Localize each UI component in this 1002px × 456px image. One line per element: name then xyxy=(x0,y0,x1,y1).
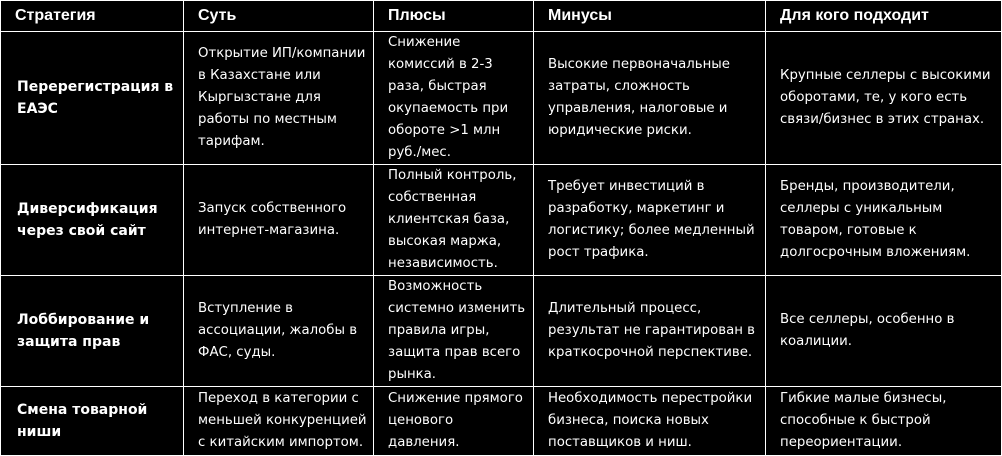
table-row xyxy=(1,32,1002,165)
header-essence: Суть xyxy=(184,1,374,32)
cons-cell: Необходимость перестройки бизнеса, поиска новых поставщиков и ниш. xyxy=(534,387,766,456)
pros-cell: Полный контроль, собственная клиентская база, высокая маржа, независимость. xyxy=(374,165,534,276)
audience-cell: Крупные селлеры с высокими оборотами, те, у кого есть связи/бизнес в этих странах. xyxy=(766,32,1002,165)
cons-cell: Высокие первоначальные затраты, сложность управления, налоговые и юридические риски. xyxy=(534,32,766,165)
strategy-cell: Лоббирование и защита прав xyxy=(1,276,184,387)
strategy-cell: Смена товарной ниши xyxy=(1,387,184,456)
audience-cell: Бренды, производители, селлеры с уникальным товаром, готовые к долгосрочным вложениям. xyxy=(766,165,1002,276)
header-audience: Для кого подходит xyxy=(766,1,1002,32)
essence-cell: Открытие ИП/компании в Казахстане или Кыргызстане для работы по местным тарифам. xyxy=(184,32,374,165)
cons-cell: Длительный процесс, результат не гарантирован в краткосрочной перспективе. xyxy=(534,276,766,387)
cons-cell: Требует инвестиций в разработку, маркетинг и логистику; более медленный рост трафика. xyxy=(534,165,766,276)
audience-cell: Гибкие малые бизнесы, способные к быстрой переориентации. xyxy=(766,387,1002,456)
pros-cell: Снижение комиссий в 2-3 раза, быстрая окупаемость при обороте >1 млн руб./мес. xyxy=(374,32,534,165)
table-row xyxy=(1,165,1002,276)
pros-cell: Возможность системно изменить правила игры, защита прав всего рынка. xyxy=(374,276,534,387)
table-row xyxy=(1,387,1002,456)
audience-cell: Все селлеры, особенно в коалиции. xyxy=(766,276,1002,387)
table-row xyxy=(1,276,1002,387)
table-header-row xyxy=(1,1,1002,32)
strategy-cell: Диверсификация через свой сайт xyxy=(1,165,184,276)
header-cons: Минусы xyxy=(534,1,766,32)
essence-cell: Запуск собственного интернет-магазина. xyxy=(184,165,374,276)
strategy-cell: Перерегистрация в ЕАЭС xyxy=(1,32,184,165)
essence-cell: Вступление в ассоциации, жалобы в ФАС, суды. xyxy=(184,276,374,387)
pros-cell: Снижение прямого ценового давления. xyxy=(374,387,534,456)
header-strategy: Стратегия xyxy=(1,1,184,32)
header-pros: Плюсы xyxy=(374,1,534,32)
essence-cell: Переход в категории с меньшей конкуренцией с китайским импортом. xyxy=(184,387,374,456)
